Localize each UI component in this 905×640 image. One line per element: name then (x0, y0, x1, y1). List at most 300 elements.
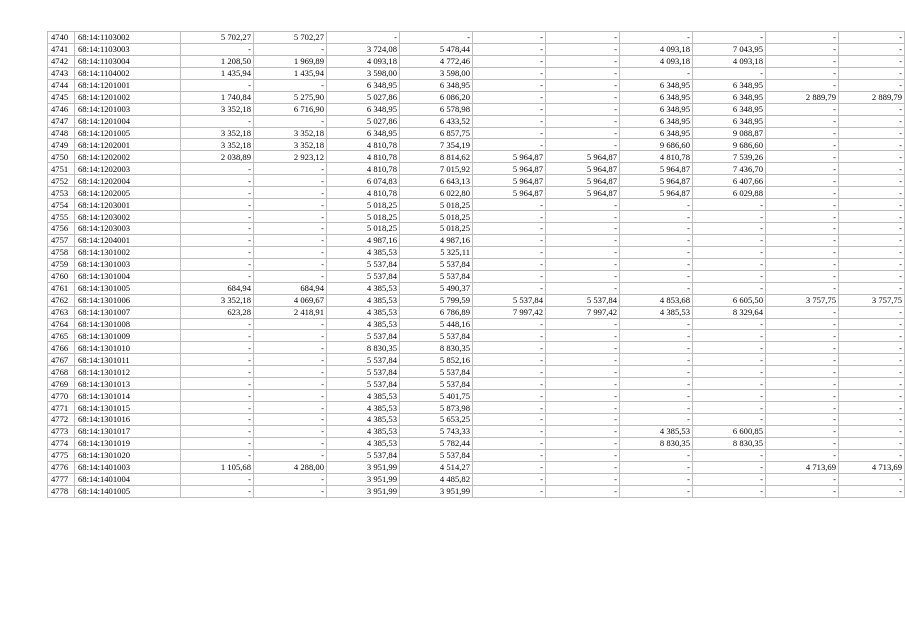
row-number-cell: 4758 (48, 246, 75, 258)
value-cell: 5 964,87 (473, 187, 546, 199)
value-cell: - (693, 211, 766, 223)
value-cell: 4 385,53 (620, 306, 693, 318)
value-cell: 4 810,78 (327, 139, 400, 151)
value-cell: 5 537,84 (327, 354, 400, 366)
value-cell: 8 830,35 (327, 342, 400, 354)
value-cell: - (766, 115, 839, 127)
value-cell: 4 385,53 (327, 414, 400, 426)
value-cell: - (181, 485, 254, 497)
value-cell: - (693, 246, 766, 258)
value-cell: - (254, 378, 327, 390)
value-cell: 5 964,87 (546, 151, 620, 163)
value-cell: - (839, 234, 905, 246)
value-cell: - (473, 330, 546, 342)
table-row (48, 55, 905, 67)
value-cell: 5 743,33 (400, 425, 473, 437)
value-cell: 4 810,78 (620, 151, 693, 163)
value-cell: - (839, 55, 905, 67)
cadastral-code-cell: 68:14:1301012 (75, 366, 181, 378)
table-row (48, 270, 905, 282)
row-number-cell: 4776 (48, 461, 75, 473)
row-number-cell: 4744 (48, 79, 75, 91)
value-cell: - (620, 449, 693, 461)
value-cell: 3 352,18 (181, 127, 254, 139)
row-number-cell: 4773 (48, 425, 75, 437)
value-cell: 2 038,89 (181, 151, 254, 163)
value-cell: 5 964,87 (620, 163, 693, 175)
value-cell: - (839, 199, 905, 211)
value-cell: - (766, 163, 839, 175)
value-cell: - (693, 282, 766, 294)
value-cell: 5 018,25 (327, 211, 400, 223)
value-cell: - (839, 354, 905, 366)
value-cell: - (546, 378, 620, 390)
value-cell: - (546, 43, 620, 55)
value-cell: - (473, 270, 546, 282)
value-cell: - (839, 449, 905, 461)
value-cell: 4 713,69 (766, 461, 839, 473)
value-cell: 5 873,98 (400, 402, 473, 414)
value-cell: - (693, 234, 766, 246)
value-cell: - (254, 163, 327, 175)
value-cell: - (766, 223, 839, 235)
value-cell: 5 325,11 (400, 246, 473, 258)
value-cell: 5 275,90 (254, 91, 327, 103)
cadastral-code-cell: 68:14:1301015 (75, 402, 181, 414)
value-cell: 6 348,95 (327, 103, 400, 115)
value-cell: 5 537,84 (400, 366, 473, 378)
value-cell: - (546, 115, 620, 127)
value-cell: 5 537,84 (400, 449, 473, 461)
value-cell: 3 352,18 (181, 294, 254, 306)
value-cell: - (766, 67, 839, 79)
value-cell: 5 852,16 (400, 354, 473, 366)
value-cell: - (181, 163, 254, 175)
value-cell: - (181, 258, 254, 270)
table-row (48, 473, 905, 485)
cadastral-code-cell: 68:14:1301005 (75, 282, 181, 294)
value-cell: - (766, 390, 839, 402)
value-cell: - (473, 473, 546, 485)
value-cell: - (693, 366, 766, 378)
value-cell: - (693, 473, 766, 485)
cadastral-code-cell: 68:14:1201002 (75, 91, 181, 103)
value-cell: 3 352,18 (181, 139, 254, 151)
value-cell: - (181, 79, 254, 91)
value-cell: 5 653,25 (400, 414, 473, 426)
value-cell: - (766, 270, 839, 282)
value-cell: 5 537,84 (400, 330, 473, 342)
cadastral-code-cell: 68:14:1103003 (75, 43, 181, 55)
value-cell: - (546, 449, 620, 461)
value-cell: - (181, 175, 254, 187)
value-cell: - (181, 187, 254, 199)
value-cell: 6 348,95 (327, 127, 400, 139)
value-cell: - (620, 67, 693, 79)
row-number-cell: 4760 (48, 270, 75, 282)
value-cell: - (546, 127, 620, 139)
value-cell: 6 643,13 (400, 175, 473, 187)
value-cell: - (181, 378, 254, 390)
row-number-cell: 4749 (48, 139, 75, 151)
value-cell: 7 043,95 (693, 43, 766, 55)
value-cell: 7 997,42 (546, 306, 620, 318)
value-cell: - (181, 425, 254, 437)
value-cell: 9 686,60 (693, 139, 766, 151)
value-cell: - (181, 437, 254, 449)
row-number-cell: 4764 (48, 318, 75, 330)
value-cell: 5 448,16 (400, 318, 473, 330)
value-cell: - (766, 211, 839, 223)
value-cell: 7 997,42 (473, 306, 546, 318)
value-cell: 7 015,92 (400, 163, 473, 175)
value-cell: - (473, 425, 546, 437)
value-cell: - (327, 32, 400, 44)
cadastral-code-cell: 68:14:1103004 (75, 55, 181, 67)
table-row (48, 127, 905, 139)
value-cell: - (620, 414, 693, 426)
value-cell: 3 352,18 (254, 127, 327, 139)
value-cell: 6 022,80 (400, 187, 473, 199)
value-cell: 684,94 (254, 282, 327, 294)
value-cell: - (546, 211, 620, 223)
cadastral-code-cell: 68:14:1301003 (75, 258, 181, 270)
value-cell: 6 029,88 (693, 187, 766, 199)
value-cell: - (766, 402, 839, 414)
table-row (48, 461, 905, 473)
value-cell: 6 578,98 (400, 103, 473, 115)
value-cell: - (254, 246, 327, 258)
value-cell: 1 208,50 (181, 55, 254, 67)
cadastral-code-cell: 68:14:1301013 (75, 378, 181, 390)
value-cell: 2 923,12 (254, 151, 327, 163)
value-cell: - (766, 234, 839, 246)
value-cell: 4 987,16 (327, 234, 400, 246)
value-cell: - (620, 390, 693, 402)
value-cell: 6 348,95 (693, 115, 766, 127)
value-cell: 5 964,87 (546, 175, 620, 187)
value-cell: 2 889,79 (839, 91, 905, 103)
value-cell: 4 093,18 (327, 55, 400, 67)
cadastral-code-cell: 68:14:1301017 (75, 425, 181, 437)
value-cell: - (839, 223, 905, 235)
value-cell: - (839, 378, 905, 390)
value-cell: 3 951,99 (327, 461, 400, 473)
value-cell: - (254, 425, 327, 437)
value-cell: - (839, 139, 905, 151)
value-cell: 4 853,68 (620, 294, 693, 306)
value-cell: 4 385,53 (327, 246, 400, 258)
value-cell: - (546, 91, 620, 103)
cadastral-code-cell: 68:14:1301016 (75, 414, 181, 426)
value-cell: - (839, 330, 905, 342)
value-cell: - (181, 390, 254, 402)
value-cell: - (620, 378, 693, 390)
value-cell: - (620, 330, 693, 342)
table-row (48, 306, 905, 318)
cadastral-code-cell: 68:14:1201001 (75, 79, 181, 91)
table-row (48, 187, 905, 199)
value-cell: 5 702,27 (181, 32, 254, 44)
value-cell: - (766, 139, 839, 151)
value-cell: - (693, 318, 766, 330)
value-cell: 623,28 (181, 306, 254, 318)
value-cell: - (766, 127, 839, 139)
table-row (48, 425, 905, 437)
value-cell: 5 018,25 (327, 223, 400, 235)
value-cell: - (620, 234, 693, 246)
value-cell: - (400, 32, 473, 44)
value-cell: - (693, 414, 766, 426)
value-cell: - (766, 151, 839, 163)
value-cell: - (254, 270, 327, 282)
value-cell: 5 018,25 (400, 199, 473, 211)
value-cell: - (766, 306, 839, 318)
value-cell: - (254, 342, 327, 354)
row-number-cell: 4752 (48, 175, 75, 187)
value-cell: 4 810,78 (327, 187, 400, 199)
value-cell: 3 724,08 (327, 43, 400, 55)
value-cell: 2 418,91 (254, 306, 327, 318)
value-cell: - (693, 199, 766, 211)
value-cell: - (473, 79, 546, 91)
value-cell: - (546, 223, 620, 235)
value-cell: 5 537,84 (327, 449, 400, 461)
cadastral-code-cell: 68:14:1401004 (75, 473, 181, 485)
value-cell: - (254, 402, 327, 414)
table-row (48, 414, 905, 426)
cadastral-code-cell: 68:14:1204001 (75, 234, 181, 246)
value-cell: 6 074,83 (327, 175, 400, 187)
value-cell: 5 799,59 (400, 294, 473, 306)
value-cell: - (839, 43, 905, 55)
cadastral-code-cell: 68:14:1301009 (75, 330, 181, 342)
value-cell: - (620, 402, 693, 414)
value-cell: - (693, 32, 766, 44)
value-cell: - (839, 270, 905, 282)
value-cell: - (254, 223, 327, 235)
value-cell: - (766, 485, 839, 497)
value-cell: - (254, 43, 327, 55)
value-cell: - (839, 414, 905, 426)
table-row (48, 258, 905, 270)
value-cell: - (546, 258, 620, 270)
value-cell: - (766, 437, 839, 449)
table-row (48, 223, 905, 235)
value-cell: - (766, 32, 839, 44)
value-cell: 6 348,95 (327, 79, 400, 91)
value-cell: 1 435,94 (254, 67, 327, 79)
value-cell: 7 354,19 (400, 139, 473, 151)
value-cell: - (181, 473, 254, 485)
row-number-cell: 4771 (48, 402, 75, 414)
value-cell: - (766, 354, 839, 366)
value-cell: - (473, 223, 546, 235)
value-cell: 7 539,26 (693, 151, 766, 163)
row-number-cell: 4777 (48, 473, 75, 485)
table-row (48, 246, 905, 258)
value-cell: - (546, 199, 620, 211)
value-cell: - (546, 366, 620, 378)
row-number-cell: 4743 (48, 67, 75, 79)
value-cell: - (766, 318, 839, 330)
value-cell: - (254, 199, 327, 211)
table-row (48, 342, 905, 354)
value-cell: 5 537,84 (327, 366, 400, 378)
table-row (48, 199, 905, 211)
row-number-cell: 4770 (48, 390, 75, 402)
value-cell: 5 702,27 (254, 32, 327, 44)
value-cell: 5 478,44 (400, 43, 473, 55)
value-cell: - (693, 449, 766, 461)
value-cell: - (546, 103, 620, 115)
value-cell: 8 830,35 (693, 437, 766, 449)
table-row (48, 318, 905, 330)
value-cell: - (839, 258, 905, 270)
cadastral-code-cell: 68:14:1103002 (75, 32, 181, 44)
table-row (48, 234, 905, 246)
value-cell: - (254, 115, 327, 127)
value-cell: 4 385,53 (327, 402, 400, 414)
value-cell: 6 348,95 (693, 79, 766, 91)
value-cell: 5 964,87 (473, 175, 546, 187)
value-cell: 6 348,95 (620, 103, 693, 115)
row-number-cell: 4759 (48, 258, 75, 270)
value-cell: 5 782,44 (400, 437, 473, 449)
value-cell: - (546, 246, 620, 258)
value-cell: - (254, 175, 327, 187)
value-cell: - (181, 115, 254, 127)
value-cell: - (620, 366, 693, 378)
value-cell: - (839, 103, 905, 115)
value-cell: - (473, 55, 546, 67)
value-cell: 3 951,99 (327, 473, 400, 485)
value-cell: - (620, 461, 693, 473)
table-row (48, 282, 905, 294)
value-cell: 4 069,67 (254, 294, 327, 306)
value-cell: - (254, 449, 327, 461)
value-cell: 8 329,64 (693, 306, 766, 318)
value-cell: - (473, 199, 546, 211)
value-cell: 3 757,75 (839, 294, 905, 306)
value-cell: - (473, 32, 546, 44)
value-cell: - (766, 103, 839, 115)
cadastral-code-cell: 68:14:1202001 (75, 139, 181, 151)
table-row (48, 402, 905, 414)
table-row (48, 103, 905, 115)
value-cell: - (181, 414, 254, 426)
value-cell: - (839, 437, 905, 449)
row-number-cell: 4750 (48, 151, 75, 163)
value-cell: 5 537,84 (400, 378, 473, 390)
value-cell: - (254, 390, 327, 402)
value-cell: - (181, 342, 254, 354)
row-number-cell: 4772 (48, 414, 75, 426)
value-cell: - (473, 139, 546, 151)
value-cell: - (839, 115, 905, 127)
value-cell: 5 964,87 (473, 151, 546, 163)
value-cell: - (473, 461, 546, 473)
cadastral-code-cell: 68:14:1203001 (75, 199, 181, 211)
value-cell: - (546, 79, 620, 91)
row-number-cell: 4757 (48, 234, 75, 246)
value-cell: - (546, 139, 620, 151)
value-cell: - (546, 55, 620, 67)
value-cell: 5 964,87 (620, 187, 693, 199)
value-cell: - (693, 354, 766, 366)
cadastral-code-cell: 68:14:1301007 (75, 306, 181, 318)
value-cell: - (254, 485, 327, 497)
value-cell: - (839, 485, 905, 497)
value-cell: - (766, 175, 839, 187)
value-cell: - (546, 32, 620, 44)
value-cell: - (620, 342, 693, 354)
table-row (48, 211, 905, 223)
value-cell: - (181, 402, 254, 414)
table-row (48, 43, 905, 55)
value-cell: - (473, 103, 546, 115)
value-cell: - (620, 354, 693, 366)
value-cell: - (766, 449, 839, 461)
value-cell: 3 598,00 (400, 67, 473, 79)
value-cell: 3 951,99 (400, 485, 473, 497)
value-cell: - (766, 414, 839, 426)
value-cell: - (693, 342, 766, 354)
table-row (48, 151, 905, 163)
row-number-cell: 4769 (48, 378, 75, 390)
value-cell: - (473, 91, 546, 103)
value-cell: - (181, 234, 254, 246)
value-cell: 5 964,87 (620, 175, 693, 187)
cadastral-code-cell: 68:14:1401003 (75, 461, 181, 473)
value-cell: - (254, 330, 327, 342)
cadastral-code-cell: 68:14:1202005 (75, 187, 181, 199)
value-cell: - (839, 366, 905, 378)
value-cell: - (254, 366, 327, 378)
value-cell: - (620, 32, 693, 44)
value-cell: 4 093,18 (620, 55, 693, 67)
value-cell: 9 686,60 (620, 139, 693, 151)
value-cell: 6 086,20 (400, 91, 473, 103)
value-cell: 4 385,53 (327, 282, 400, 294)
value-cell: 6 407,66 (693, 175, 766, 187)
value-cell: 4 514,27 (400, 461, 473, 473)
cadastral-code-cell: 68:14:1202003 (75, 163, 181, 175)
table-row (48, 115, 905, 127)
value-cell: - (181, 246, 254, 258)
table-row (48, 91, 905, 103)
row-number-cell: 4747 (48, 115, 75, 127)
value-cell: 4 385,53 (327, 294, 400, 306)
value-cell: - (473, 485, 546, 497)
row-number-cell: 4761 (48, 282, 75, 294)
value-cell: - (473, 437, 546, 449)
value-cell: - (181, 270, 254, 282)
table-body (48, 32, 905, 498)
table-row (48, 437, 905, 449)
value-cell: - (473, 246, 546, 258)
row-number-cell: 4740 (48, 32, 75, 44)
value-cell: - (546, 67, 620, 79)
value-cell: 5 018,25 (400, 223, 473, 235)
value-cell: - (839, 246, 905, 258)
cadastral-code-cell: 68:14:1104002 (75, 67, 181, 79)
value-cell: 8 814,62 (400, 151, 473, 163)
row-number-cell: 4763 (48, 306, 75, 318)
value-cell: 5 027,86 (327, 91, 400, 103)
value-cell: - (693, 402, 766, 414)
row-number-cell: 4762 (48, 294, 75, 306)
